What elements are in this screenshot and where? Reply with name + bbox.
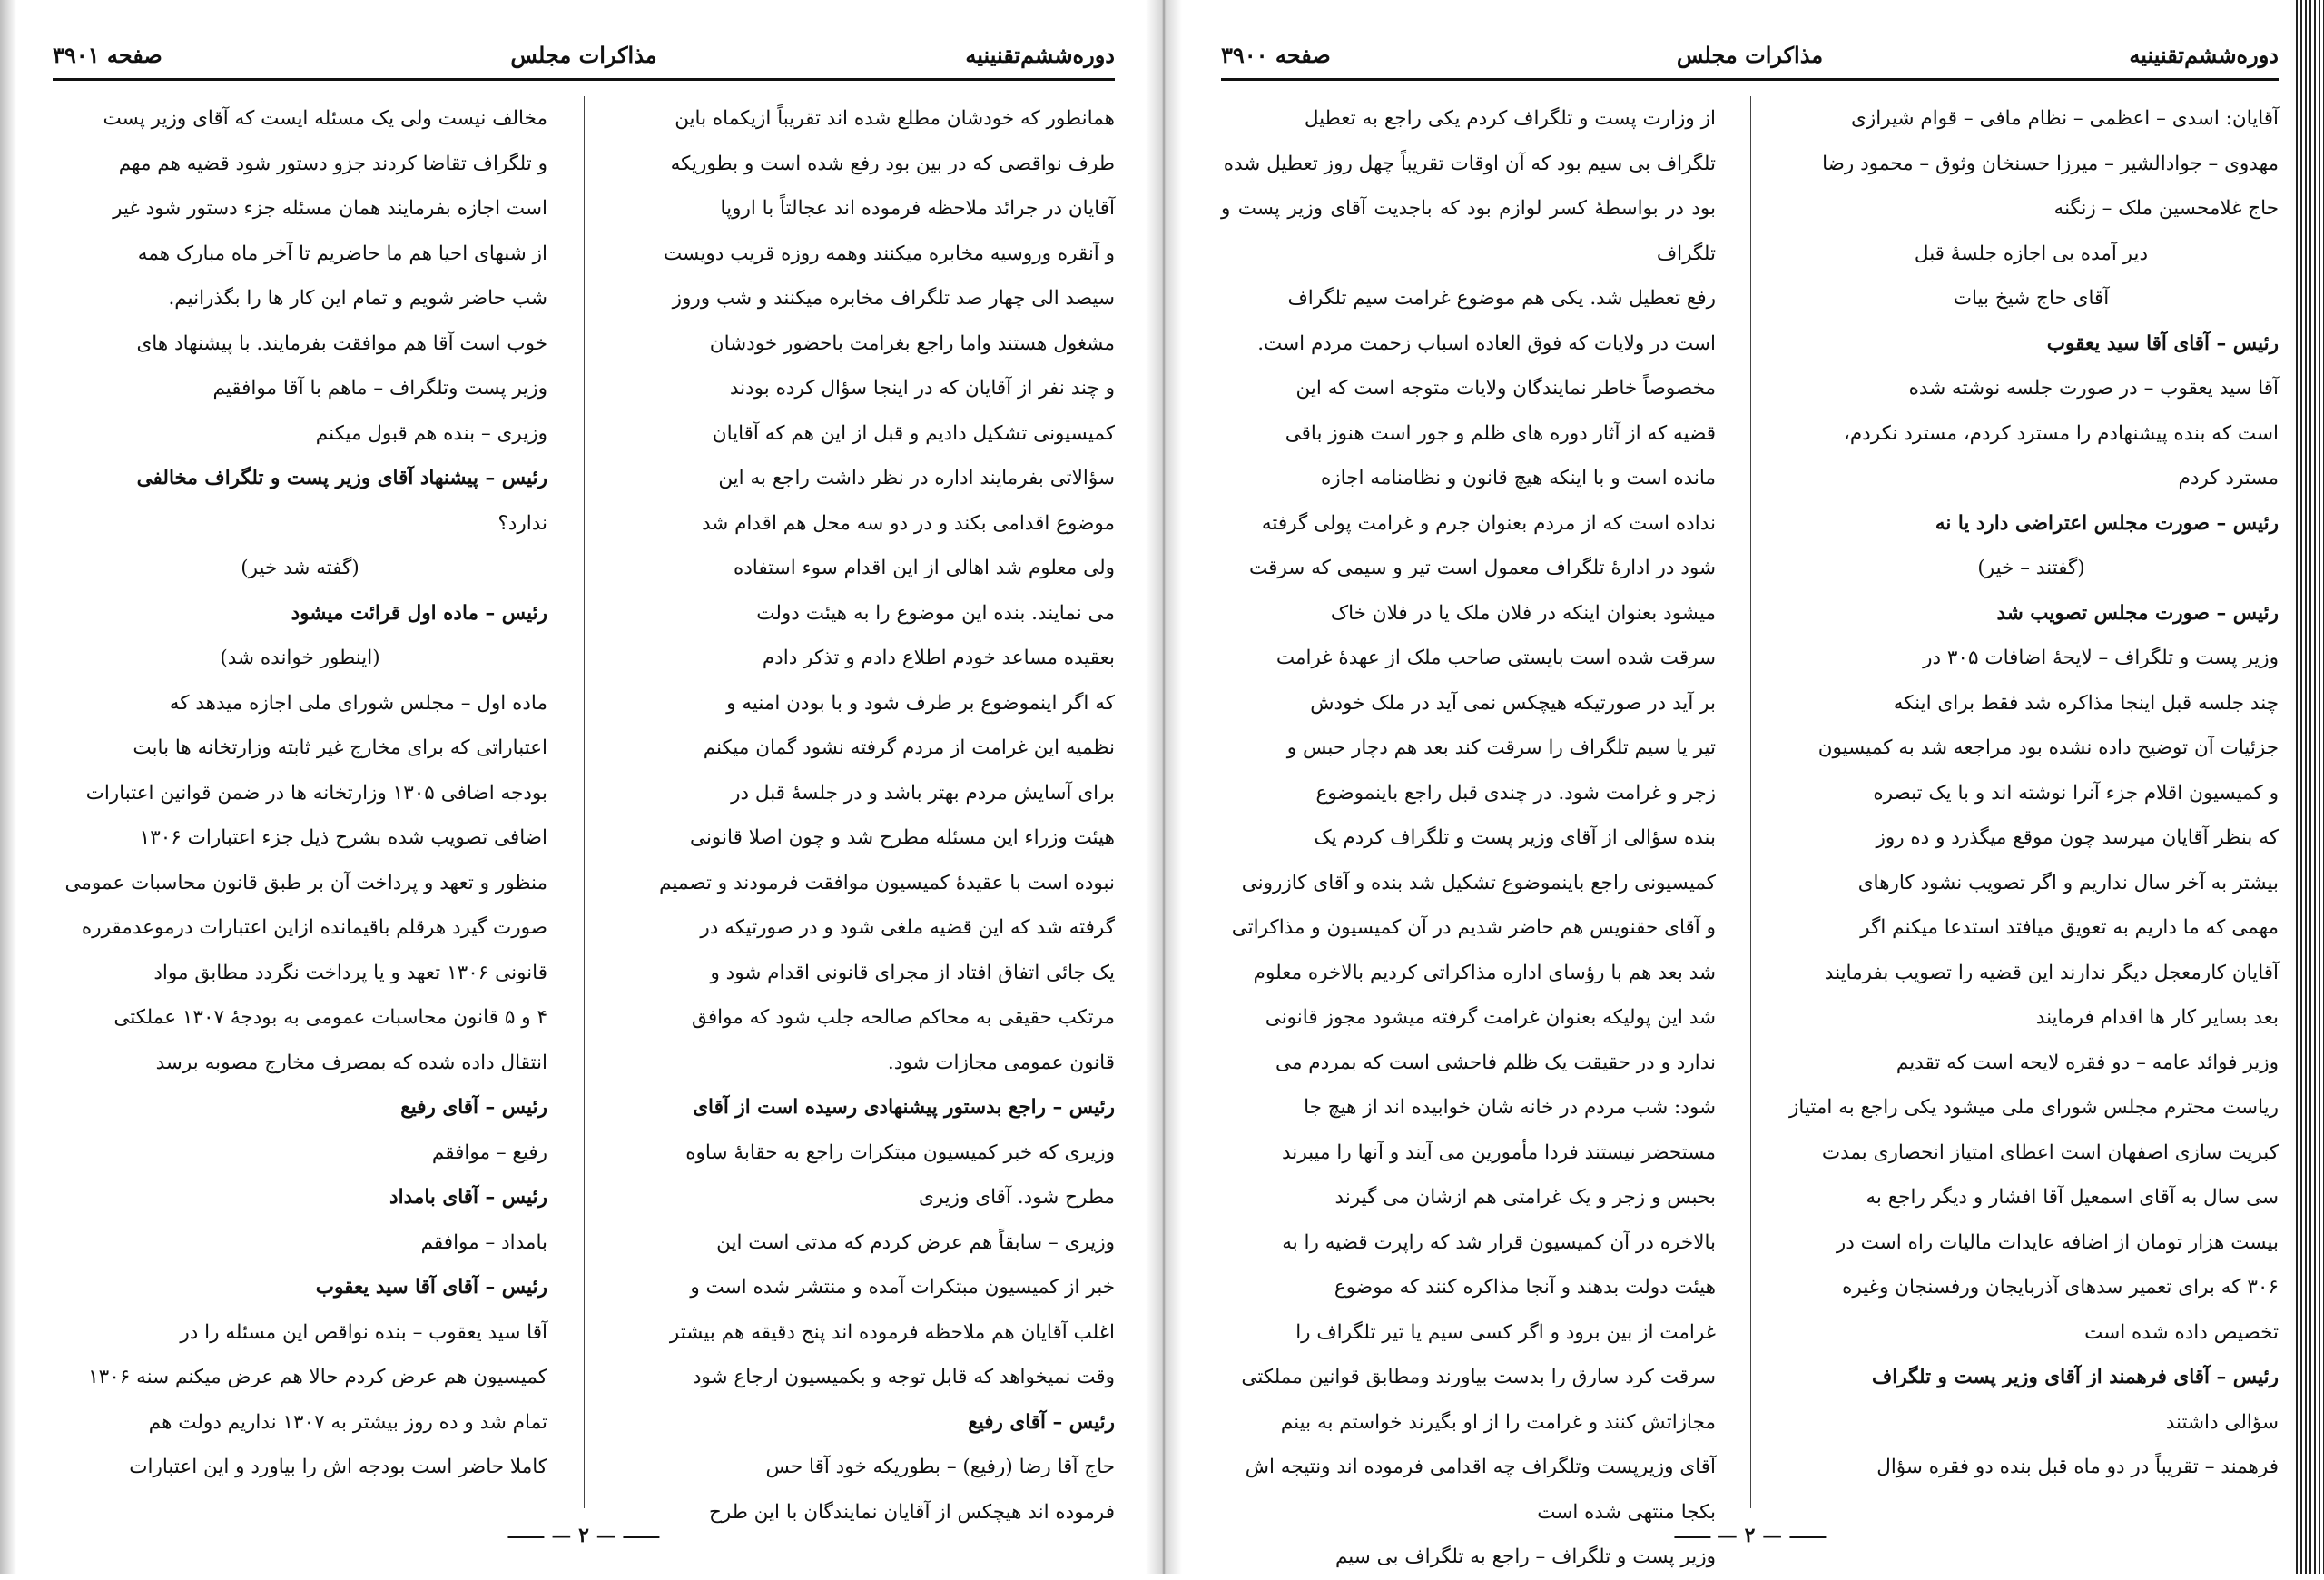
text-line: وزیر پست و تلگراف – لایحهٔ اضافات ۳۰۵ در — [1923, 647, 2279, 669]
text-line: از وزارت پست و تلگراف کردم یکی راجع به تعطیل — [1304, 107, 1716, 130]
text-line: فرهمند – تقریباً در دو ماه قبل بنده دو فقره سؤال — [1876, 1456, 2279, 1478]
text-line: مانده است و با اینکه هیچ قانون و نظامنامه اجازه — [1321, 467, 1716, 489]
text-line: منظور و تعهد و پرداخت آن بر طبق قانون محاسبات عمومی — [64, 871, 547, 894]
text-line: ۴ و ۵ قانون محاسبات عمومی به بودجهٔ ۱۳۰۷ عملکتی — [113, 1006, 547, 1029]
text-line: آقای حاج شیخ بیات — [1953, 287, 2110, 310]
text-line: صورت گیرد هرقلم باقیمانده ازاین اعتبارات درموعدمقرره — [81, 916, 547, 939]
text-line: مشغول هستند واما راجع بغرامت باحضور خودشان — [709, 331, 1115, 355]
text-line: طرف نواقصی که در بین بود رفع شده است و بطوریکه — [670, 152, 1115, 175]
text-line: تمام شد و ده روز بیشتر به ۱۳۰۷ نداریم دولت هم — [148, 1410, 547, 1434]
text-line: (گفتند – خیر) — [1977, 557, 2085, 579]
text-line: وقت نمیخواهد که قابل توجه و بکمیسیون ارجاع شود — [692, 1366, 1115, 1388]
text-line: مهدوی – جوادالشیر – میرزا حسنخان وثوق – محمود رضا — [1822, 152, 2279, 175]
text-line: موضوع اقدامی بکند و در دو سه محل هم اقدام شد — [701, 511, 1115, 535]
text-line: سرقت شده است بایستی صاحب ملک از عهدهٔ غرامت — [1275, 647, 1716, 669]
left-page-header — [53, 35, 1115, 81]
left-header-page-number: صفحه ۳۹۰۱ — [53, 42, 162, 68]
text-line: است در ولایات که فوق العاده اسباب زحمت مردم است. — [1257, 331, 1716, 355]
text-line: آقایان: اسدی – اعظمی – نظام مافی – قوام شیرازی — [1851, 107, 2279, 130]
text-line: ماده اول – مجلس شورای ملی اجازه میدهد که — [169, 691, 547, 715]
text-line: نداده است که از مردم بعنوان جرم و غرامت پولی گرفته — [1261, 511, 1716, 535]
text-line: مرتکب حقیقی به محاکم صالحه جلب شود که موافق — [691, 1006, 1115, 1029]
text-line: غرامت از بین برود و اگر کسی سیم یا تیر تلگراف را — [1295, 1320, 1716, 1344]
text-line: ندارد؟ — [497, 511, 547, 535]
text-line: بود در بواسطهٔ کسر لوازم بود که باجدیت آقای وزیر پست و تلگراف — [1221, 197, 1716, 265]
text-line: کبریت سازی اصفهان است اعطای امتیاز انحصاری بمدت — [1821, 1141, 2279, 1164]
text-line: بودجه اضافی ۱۳۰۵ وزارتخانه ها در ضمن قوانین اعتبارات — [85, 781, 547, 805]
text-line: قضیه که از آثار دوره های ظلم و جور است هنوز باقی — [1285, 421, 1716, 445]
text-line: بعد بسایر کار ها اقدام فرمایند — [2035, 1006, 2279, 1029]
text-line: زجر و غرامت شود. در چندی قبل راجع باینموضوع — [1315, 781, 1716, 805]
text-line: سرقت کرد سارق را بدست بیاورند ومطابق قوانین مملکتی — [1241, 1366, 1716, 1388]
text-line: مخصوصاً خاطر نمایندگان ولایات متوجه است که این — [1295, 377, 1716, 400]
left-page — [44, 25, 1124, 1551]
text-line: و تلگراف تقاضا کردند جزو دستور شود قضیه هم مهم — [118, 152, 547, 175]
text-line: آقایان کارمعجل دیگر ندارند این قضیه را تصویب بفرمایند — [1824, 961, 2279, 984]
text-line: و کمیسیون اقلام جزء آنرا نوشته اند و با یک تبصره — [1873, 781, 2279, 805]
text-line: رفع تعطیل شد. یکی هم موضوع غرامت سیم تلگراف — [1287, 287, 1716, 310]
text-line: دیر آمده بی اجازه جلسهٔ قبل — [1914, 242, 2149, 265]
text-line: آقای وزیرپست وتلگراف چه اقدامی فرموده اند ونتیجه اش — [1245, 1456, 1716, 1478]
text-line: سیصد الی چهار صد تلگراف مخابره میکنند و شب وروز — [672, 287, 1115, 310]
text-line: کمیسیونی تشکیل دادیم و قبل از این هم که آقایان — [712, 421, 1115, 445]
right-page — [1212, 25, 2288, 1568]
text-line: فرموده اند هیچکس از آقایان نمایندگان با این طرح — [709, 1500, 1115, 1524]
text-line: وزیر فوائد عامه – دو فقره لایحه است که تقدیم — [1896, 1051, 2279, 1074]
text-line: میشود بعنوان اینکه در فلان ملک یا در فلان خاک — [1330, 601, 1716, 625]
text-line: وزیر پست و تلگراف – راجع به تلگراف بی سیم — [1334, 1545, 1716, 1568]
text-line: که بنظر آقایان میرسد چون موقع میگذرد و ده روز — [1876, 826, 2279, 849]
text-line: وزیری – سابقاً هم عرض کردم که مدتی است این — [716, 1230, 1115, 1254]
text-line: بیست هزار تومان از اضافه عایدات مالیات راه است در — [1836, 1230, 2279, 1254]
text-line: هیئت دولت بدهند و آنجا مذاکره کنند که موضوع — [1334, 1276, 1716, 1299]
left-header-title: مذاکرات مجلس — [510, 42, 657, 68]
text-line: و آقای حقنویس هم حاضر شدیم در آن کمیسیون و مذاکراتی — [1231, 916, 1716, 939]
text-line: وزیری که خبر کمیسیون مبتکرات راجع به حقابهٔ ساوه — [685, 1141, 1115, 1164]
text-line: رئیس – آقای رفیع — [968, 1410, 1115, 1434]
text-line: بنده سؤالی از آقای وزیر پست و تلگراف کردم یک — [1314, 826, 1716, 849]
text-line: جزئیات آن توضیح داده نشده بود مراجعه شد به کمیسیون — [1817, 736, 2279, 759]
text-line: مطرح شود. آقای وزیری — [919, 1186, 1115, 1209]
text-line: مخالف نیست ولی یک مسئله ایست که آقای وزیر پست — [103, 107, 547, 130]
right-page-header — [1221, 35, 2279, 81]
text-line: (اینطور خوانده شد) — [220, 647, 380, 669]
text-line: سی سال به آقای اسمعیل آقا افشار و دیگر راجع به — [1866, 1186, 2279, 1209]
text-line: بعقیده مساعد خودم اطلاع دادم و تذکر دادم — [762, 647, 1115, 669]
text-line: شب حاضر شویم و تمام این کار ها را بگذرانیم. — [168, 287, 547, 310]
text-line: مهمی که ما داریم به تعویق میافتد استدعا میکنم اگر — [1860, 916, 2279, 939]
text-line: از شبهای احیا هم ما حاضریم تا آخر ماه مبارک همه — [137, 242, 547, 265]
text-line: رئیس – ماده اول قرائت میشود — [290, 601, 547, 625]
text-line: همانطور که خودشان مطلع شده اند تقریباً ازیکماه باین — [675, 107, 1115, 130]
text-line: رئیس – آقای فرهمند از آقای وزیر پست و تلگراف — [1871, 1366, 2279, 1388]
text-line: اغلب آقایان هم ملاحظه فرموده اند پنج دقیقه هم بیشتر — [669, 1320, 1115, 1344]
text-line: تیر یا سیم تلگراف را سرقت کند بعد هم دچار حبس و — [1286, 736, 1716, 759]
left-page-column-divider — [584, 96, 585, 1508]
text-line: کمیسیونی راجع باینموضوع تشکیل شد بنده و آقای کازرونی — [1241, 871, 1716, 894]
text-line: بر آید در صورتیکه هیچکس نمی آید در ملک خودش — [1310, 691, 1716, 715]
text-line: ریاست محترم مجلس شورای ملی میشود یکی راجع به امتیاز — [1788, 1096, 2279, 1119]
text-line: شود: شب مردم در خانه شان خوابیده اند از هیچ جا — [1304, 1096, 1716, 1119]
left-page-footer: — ۲ — — [500, 1524, 666, 1547]
text-line: برای آسایش مردم بهتر باشد و در جلسهٔ قبل در — [731, 781, 1115, 805]
text-line: قانونی ۱۳۰۶ تعهد و یا پرداخت نگردد مطابق مواد — [153, 961, 547, 984]
text-line: آقا سید یعقوب – در صورت جلسه نوشته شده — [1908, 377, 2279, 400]
text-line: وزیری – بنده هم قبول میکنم — [315, 421, 547, 445]
text-line: بحبس و زجر و یک غرامتی هم ازشان می گیرند — [1334, 1186, 1716, 1209]
scan-right-edge — [2293, 0, 2324, 1574]
text-line: بامداد – موافقم — [420, 1230, 547, 1254]
text-line: رئیس – راجع بدستور پیشنهادی رسیده است از آقای — [693, 1096, 1115, 1119]
text-line: حاج غلامحسین ملک – زنگنه — [2053, 197, 2279, 220]
text-line: مستحضر نیستند فردا مأمورین می آیند و آنها را میبرند — [1281, 1141, 1716, 1164]
book-gutter — [1146, 0, 1182, 1574]
text-line: گرفته شد که این قضیه ملغی شود و در صورتیکه در — [700, 916, 1115, 939]
text-line: وزیر پست وتلگراف – ماهم با آقا موافقیم — [212, 377, 547, 400]
text-line: و چند نفر از آقایان که در اینجا سؤال کرده بودند — [729, 377, 1115, 400]
text-line: رفیع – موافقم — [431, 1141, 547, 1164]
text-line: تلگراف بی سیم بود که آن اوقات تقریباً چهل روز تعطیل شده — [1223, 152, 1716, 175]
text-line: ۳۰۶ که برای تعمیر سدهای آذربایجان ورفسنجان وغیره — [1842, 1276, 2279, 1299]
text-line: که اگر اینموضوع بر طرف شود و با بودن امنیه و — [726, 691, 1115, 715]
text-line: خبر از کمیسیون مبتکرات آمده و منتشر شده است و — [690, 1276, 1115, 1299]
text-line: بیشتر به آخر سال نداریم و اگر تصویب نشود کارهای — [1857, 871, 2279, 894]
text-line: می نمایند. بنده این موضوع را به هیئت دولت — [756, 601, 1115, 625]
right-header-session: دوره‌ششم‌تقنینیه — [2129, 42, 2279, 68]
text-line: آقا سید یعقوب – بنده نواقص این مسئله را در — [180, 1320, 547, 1344]
text-line: کمیسیون هم عرض کردم حالا هم عرض میکنم سنه ۱۳۰۶ — [88, 1366, 547, 1388]
text-line: ولی معلوم شد اهالی از این اقدام سوء استفاده — [733, 557, 1115, 579]
text-line: تخصیص داده شده است — [2084, 1320, 2279, 1344]
text-line: حاج آقا رضا (رفیع) – بطوریکه خود آقا حس — [765, 1456, 1115, 1478]
text-line: است که بنده پیشنهادم را مسترد کردم، مسترد نکردم، — [1843, 421, 2279, 445]
text-line: رئیس – صورت مجلس تصویب شد — [1996, 601, 2279, 625]
text-line: شد بعد هم با رؤسای اداره مذاکراتی کردیم بالاخره معلوم — [1253, 961, 1716, 984]
right-page-right-column — [1784, 96, 2279, 1513]
left-page-right-column — [620, 96, 1115, 1524]
text-line: یک جائی اتفاق افتاد از مجرای قانونی اقدام شود و — [710, 961, 1115, 984]
text-line: آقایان در جرائد ملاحظه فرموده اند عجالتاً با اروپا — [720, 197, 1115, 220]
text-line: نبوده است با عقیدهٔ کمیسیون موافقت فرمودند و تصمیم — [659, 871, 1115, 894]
text-line: اضافی تصویب شده بشرح ذیل جزء اعتبارات ۱۳۰۶ — [139, 826, 547, 849]
text-line: مسترد کردم — [2178, 467, 2279, 489]
text-line: سؤالی داشتند — [2165, 1410, 2279, 1434]
text-line: رئیس – پیشنهاد آقای وزیر پست و تلگراف مخالفی — [136, 467, 547, 489]
text-line: خوب است آقا هم موافقت بفرمایند. با پیشنهاد های — [136, 331, 547, 355]
right-page-column-divider — [1750, 96, 1751, 1508]
text-line: قانون عمومی مجازات شود. — [887, 1051, 1115, 1074]
text-line: است اجازه بفرمایند همان مسئله جزء دستور شود غیر — [113, 197, 547, 220]
text-line: چند جلسه قبل اینجا مذاکره شد فقط برای اینکه — [1893, 691, 2279, 715]
text-line: ندارد و در حقیقت یک ظلم فاحشی است که بمردم می — [1275, 1051, 1716, 1074]
text-line: مجازاتش کنند و غرامت را از او بگیرند خواستم به بینم — [1280, 1410, 1716, 1434]
text-line: شود در ادارهٔ تلگراف معمول است تیر و سیمی که سرقت — [1248, 557, 1716, 579]
text-line: رئیس – آقای بامداد — [389, 1186, 547, 1209]
text-line: رئیس – آقای آقا سید یعقوب — [315, 1276, 547, 1299]
text-line: (گفته شد خیر) — [241, 557, 359, 579]
text-line: کاملا حاضر است بودجه اش را بیاورد و این اعتبارات — [129, 1456, 547, 1478]
text-line: هیئت وزراء این مسئله مطرح شد و چون اصلا قانونی — [690, 826, 1115, 849]
text-line: بالاخره در آن کمیسیون قرار شد که راپرت قضیه را به — [1282, 1230, 1716, 1254]
text-line: انتقال داده شده که بمصرف مخارج مصوبه برسد — [155, 1051, 547, 1074]
text-line: رئیس – آقای رفیع — [400, 1096, 547, 1119]
left-page-left-column — [53, 96, 547, 1513]
text-line: نظمیه این غرامت از مردم گرفته نشود گمان میکنم — [703, 736, 1115, 759]
text-line: شد این پولیکه بعنوان غرامت گرفته میشود مجوز قانونی — [1265, 1006, 1716, 1029]
text-line: و آنقره وروسیه مخابره میکنند وهمه روزه قریب دویست — [664, 242, 1115, 265]
right-page-left-column — [1221, 96, 1716, 1568]
right-page-footer: — ۲ — — [1667, 1524, 1833, 1547]
text-line: اعتباراتی که برای مخارج غیر ثابته وزارتخانه ها بابت — [133, 736, 547, 759]
text-line: سؤالاتی بفرمایند اداره در نظر داشت راجع به این — [718, 467, 1115, 489]
text-line: بکجا منتهی شده است — [1537, 1500, 1716, 1524]
right-header-title: مذاکرات مجلس — [1676, 42, 1824, 68]
right-header-page-number: صفحه ۳۹۰۰ — [1221, 42, 1331, 68]
left-header-session: دوره‌ششم‌تقنینیه — [965, 42, 1115, 68]
scan-left-edge — [0, 0, 16, 1574]
text-line: رئیس – صورت مجلس اعتراضی دارد یا نه — [1935, 511, 2279, 535]
text-line: رئیس – آقای آقا سید یعقوب — [2046, 331, 2279, 355]
